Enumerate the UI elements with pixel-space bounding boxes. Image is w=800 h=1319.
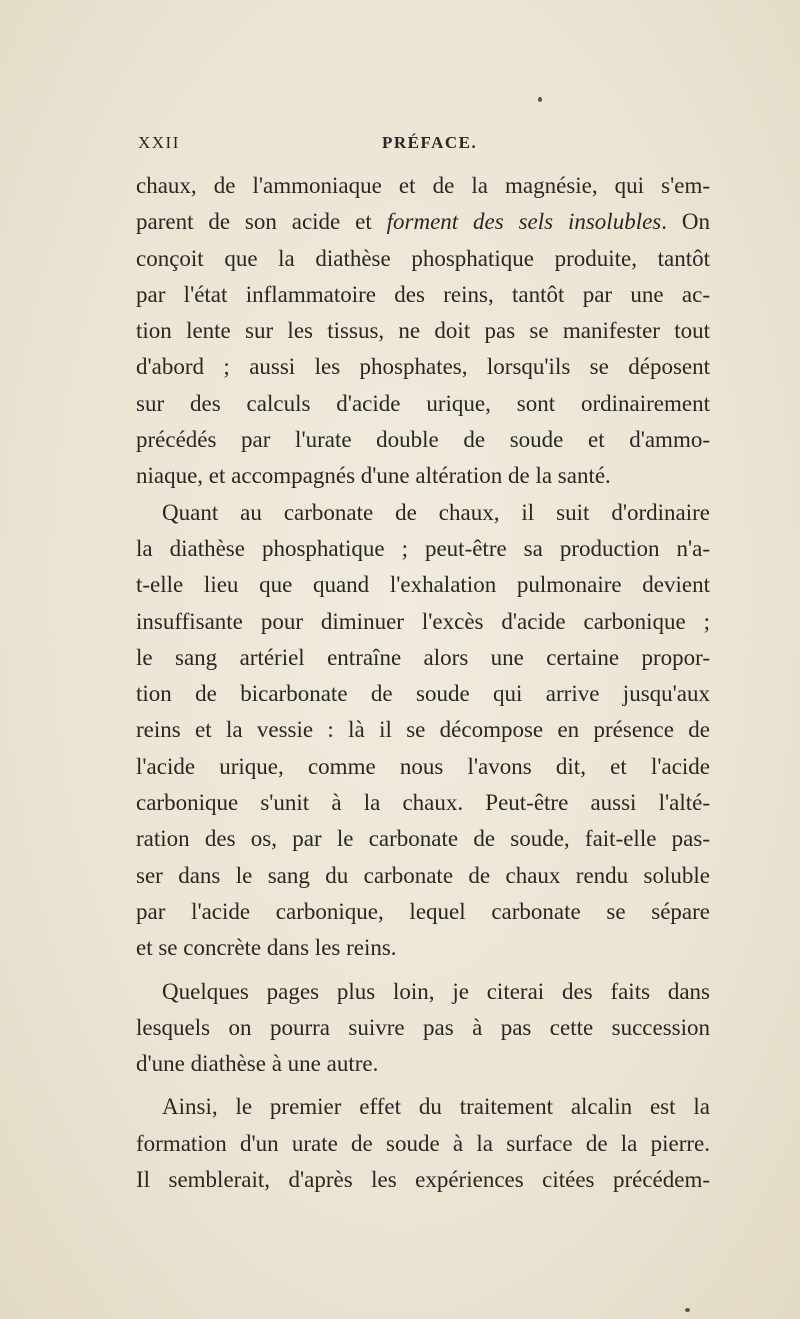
text-line xyxy=(136,204,710,240)
text-line: par l'état inflammatoire des reins, tantôt par une ac- xyxy=(136,281,710,307)
italic-phrase: forment des sels insolubles xyxy=(386,209,662,235)
text-line: Quant au carbonate de chaux, il suit d'ordinaire xyxy=(162,499,710,525)
text-line: d'une diathèse à une autre. xyxy=(136,1051,379,1077)
page-number: XXII xyxy=(138,133,180,152)
text-line: conçoit que la diathèse phosphatique produite, tantôt xyxy=(136,245,710,271)
text-segment: parent de son acide et xyxy=(136,209,387,235)
text-line: et se concrète dans les reins. xyxy=(136,935,397,961)
text-line: tion lente sur les tissus, ne doit pas se manifester tout xyxy=(136,318,710,344)
page-header xyxy=(138,133,708,157)
text-line: formation d'un urate de soude à la surface de la pierre. xyxy=(136,1130,710,1156)
ink-speck xyxy=(685,1308,690,1312)
paragraph-1 xyxy=(136,168,710,495)
text-line: précédés par l'urate double de soude et d'ammo- xyxy=(136,427,710,453)
text-line: carbonique s'unit à la chaux. Peut-être aussi l'alté- xyxy=(136,790,710,816)
text-line: Ainsi, le premier effet du traitement alcalin est la xyxy=(162,1094,710,1120)
text-line: par l'acide carbonique, lequel carbonate se sépare xyxy=(136,898,710,924)
text-line: le sang artériel entraîne alors une certaine propor- xyxy=(136,644,710,670)
text-line: tion de bicarbonate de soude qui arrive jusqu'aux xyxy=(136,681,710,707)
text-line: sur des calculs d'acide urique, sont ordinairement xyxy=(136,390,710,416)
text-line: t-elle lieu que quand l'exhalation pulmonaire devient xyxy=(136,572,710,598)
paragraph-2 xyxy=(136,495,710,967)
ink-speck xyxy=(538,97,542,102)
text-line: ser dans le sang du carbonate de chaux rendu soluble xyxy=(136,862,710,888)
paragraph-gap xyxy=(136,1082,710,1089)
running-title: PRÉFACE. xyxy=(382,133,478,152)
text-line: Quelques pages plus loin, je citerai des faits dans xyxy=(162,978,710,1004)
text-line: ration des os, par le carbonate de soude, fait-elle pas- xyxy=(136,826,710,852)
paragraph-4 xyxy=(136,1089,710,1198)
paragraph-3 xyxy=(136,974,710,1083)
text-line: niaque, et accompagnés d'une altération de la santé. xyxy=(136,463,611,489)
paragraph-gap xyxy=(136,967,710,974)
text-line: l'acide urique, comme nous l'avons dit, et l'acide xyxy=(136,753,710,779)
text-line: lesquels on pourra suivre pas à pas cette succession xyxy=(136,1014,710,1040)
text-line: chaux, de l'ammoniaque et de la magnésie, qui s'em- xyxy=(136,173,710,198)
text-segment: . On xyxy=(661,209,710,235)
text-line: d'abord ; aussi les phosphates, lorsqu'ils se déposent xyxy=(136,354,710,380)
text-line: insuffisante pour diminuer l'excès d'acide carbonique ; xyxy=(136,608,710,634)
text-line: la diathèse phosphatique ; peut-être sa production n'a- xyxy=(136,535,710,561)
text-line: Il semblerait, d'après les expériences citées précédem- xyxy=(136,1167,710,1193)
text-line: reins et la vessie : là il se décompose en présence de xyxy=(136,717,710,743)
body-text xyxy=(136,168,710,1198)
